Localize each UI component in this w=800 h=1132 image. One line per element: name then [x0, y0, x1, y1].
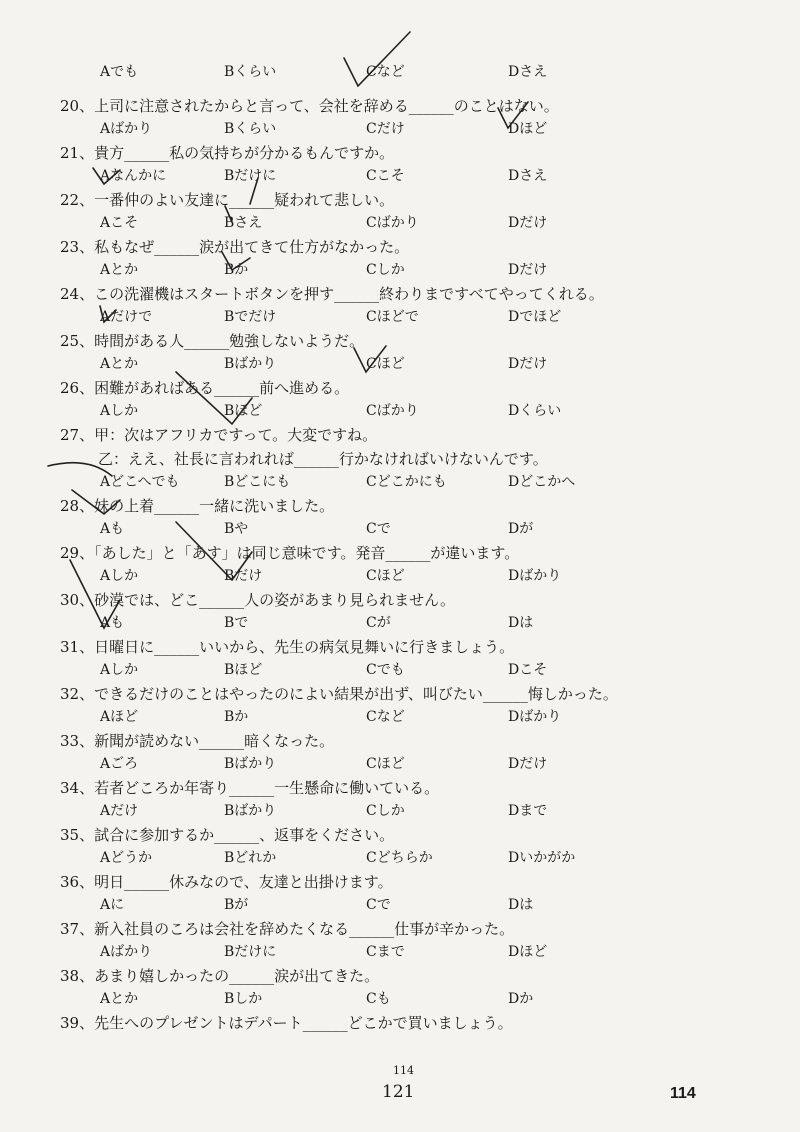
option-a: Aでも: [100, 64, 139, 80]
option-c: Cだけ: [366, 121, 405, 137]
option-c: Cほど: [366, 568, 405, 584]
question-item: [0, 637, 800, 684]
question-list: [0, 62, 800, 1037]
option-b: Bばかり: [224, 356, 277, 372]
options-row: [0, 307, 800, 327]
option-b: Bだけに: [224, 168, 277, 184]
question-item: [0, 731, 800, 778]
options-row: [0, 260, 800, 280]
page-number-bold: 114: [670, 1085, 696, 1102]
question-text: 27、甲：次はアフリカですって。大変ですね。: [60, 426, 378, 444]
question-text: 37、新入社員のころは会社を辞めたくなる______仕事が辛かった。: [60, 920, 515, 938]
option-a: Aごろ: [100, 756, 139, 772]
options-row: [0, 707, 800, 727]
option-a: Aなんかに: [100, 168, 167, 184]
option-d: Dだけ: [508, 356, 548, 372]
option-b: Bどれか: [224, 850, 277, 866]
option-c: Cなど: [366, 64, 405, 80]
question-text: 23、私もなぜ______涙が出てきて仕方がなかった。: [60, 238, 410, 256]
question-item: [0, 96, 800, 143]
option-d: Dほど: [508, 944, 548, 960]
option-a: Aばかり: [100, 944, 153, 960]
question-text: 32、できるだけのことはやったのによい結果が出ず、叫びたい______悔しかった。: [60, 685, 618, 703]
option-c: Cほど: [366, 356, 405, 372]
option-d: Dが: [508, 521, 534, 537]
options-row: [0, 566, 800, 586]
options-row-19: [0, 62, 800, 96]
question-text: 29、「あした」と「あす」は同じ意味です。発音______が違います。: [60, 544, 520, 562]
question-item: [0, 825, 800, 872]
option-d: Dくらい: [508, 403, 562, 419]
option-a: Aこそ: [100, 215, 139, 231]
option-c: Cこそ: [366, 168, 405, 184]
option-b: Bだけに: [224, 944, 277, 960]
option-a: Aしか: [100, 662, 139, 678]
option-a: Aに: [100, 897, 125, 913]
question-text: 28、妹の上着______一緒に洗いました。: [60, 497, 335, 515]
option-c: Cも: [366, 991, 391, 1007]
question-text: 30、砂漠では、どこ______人の姿があまり見られません。: [60, 591, 455, 609]
options-row: [0, 660, 800, 680]
option-d: Dどこかへ: [508, 474, 576, 490]
option-a: Aとか: [100, 991, 139, 1007]
question-item: [0, 1013, 800, 1037]
option-b: Bくらい: [224, 121, 277, 137]
question-item: [0, 237, 800, 284]
options-row: [0, 401, 800, 421]
options-row: [0, 119, 800, 139]
option-d: Dでほど: [508, 309, 562, 325]
option-c: Cなど: [366, 709, 405, 725]
option-d: Dだけ: [508, 262, 548, 278]
question-text: 24、この洗濯機はスタートボタンを押す______終わりまですべてやってくれる。: [60, 285, 604, 303]
question-text: 35、試合に参加するか______、返事をください。: [60, 826, 395, 844]
question-text: 21、貴方______私の気持ちが分かるもんですか。: [60, 144, 395, 162]
option-c: Cで: [366, 897, 391, 913]
option-d: Dいかがか: [508, 850, 576, 866]
options-row: [0, 942, 800, 962]
page-number-small: 114: [393, 1064, 414, 1077]
options-row: [0, 613, 800, 633]
option-b: Bばかり: [224, 756, 277, 772]
option-b: Bしか: [224, 991, 263, 1007]
option-c: Cほど: [366, 756, 405, 772]
option-b: Bさえ: [224, 215, 263, 231]
question-item: [0, 590, 800, 637]
option-d: Dばかり: [508, 709, 562, 725]
option-b: Bほど: [224, 662, 263, 678]
question-item: [0, 331, 800, 378]
question-text: 26、困難があればある______前へ進める。: [60, 379, 350, 397]
options-row: [0, 166, 800, 186]
option-d: Dこそ: [508, 662, 548, 678]
option-a: Aとか: [100, 356, 139, 372]
options-row: [0, 213, 800, 233]
option-b: Bか: [224, 262, 249, 278]
question-item: [0, 190, 800, 237]
option-a: Aだけで: [100, 309, 153, 325]
question-item: [0, 543, 800, 590]
question-item: [0, 284, 800, 331]
option-c: Cしか: [366, 803, 405, 819]
option-c: Cしか: [366, 262, 405, 278]
question-item: [0, 143, 800, 190]
option-b: Bほど: [224, 403, 263, 419]
options-row: [0, 472, 800, 492]
option-c: Cでも: [366, 662, 405, 678]
option-a: Aばかり: [100, 121, 153, 137]
option-a: Aとか: [100, 262, 139, 278]
option-c: Cばかり: [366, 403, 419, 419]
question-text: 31、日曜日に______いいから、先生の病気見舞いに行きましょう。: [60, 638, 515, 656]
question-text: 25、時間がある人______勉強しないようだ。: [60, 332, 365, 350]
options-row: [0, 989, 800, 1009]
option-b: Bばかり: [224, 803, 277, 819]
option-b: Bか: [224, 709, 249, 725]
question-item: [0, 496, 800, 543]
option-a: Aだけ: [100, 803, 139, 819]
option-c: Cほどで: [366, 309, 419, 325]
question-item: [0, 966, 800, 1013]
option-b: Bでだけ: [224, 309, 277, 325]
option-a: Aしか: [100, 403, 139, 419]
option-d: Dは: [508, 615, 534, 631]
option-a: Aも: [100, 521, 125, 537]
options-row: [0, 801, 800, 821]
question-item: [0, 378, 800, 425]
question-text: 36、明日______休みなので、友達と出掛けます。: [60, 873, 393, 891]
option-d: Dだけ: [508, 756, 548, 772]
option-d: Dだけ: [508, 215, 548, 231]
options-row: [0, 354, 800, 374]
question-item: [0, 449, 800, 496]
option-c: Cまで: [366, 944, 405, 960]
question-text: 乙：ええ、社長に言われれば______行かなければいけないんです。: [98, 450, 548, 468]
option-b: Bが: [224, 897, 249, 913]
option-b: Bだけ: [224, 568, 263, 584]
question-item: [0, 425, 800, 449]
option-c: Cが: [366, 615, 391, 631]
option-b: Bで: [224, 615, 249, 631]
option-a: Aどこへでも: [100, 474, 180, 490]
page-number-middle: 121: [382, 1082, 415, 1102]
question-text: 34、若者どころか年寄り______一生懸命に働いている。: [60, 779, 440, 797]
question-text: 22、一番仲のよい友達に______疑われて悲しい。: [60, 191, 395, 209]
option-d: Dほど: [508, 121, 548, 137]
options-row: [0, 754, 800, 774]
option-d: Dか: [508, 991, 534, 1007]
question-text: 39、先生へのプレゼントはデパート______どこかで買いましょう。: [60, 1014, 513, 1032]
option-a: Aどうか: [100, 850, 153, 866]
question-text: 38、あまり嬉しかったの______涙が出てきた。: [60, 967, 380, 985]
option-b: Bくらい: [224, 64, 277, 80]
option-d: Dさえ: [508, 168, 548, 184]
question-item: [0, 919, 800, 966]
option-c: Cどちらか: [366, 850, 433, 866]
option-d: Dさえ: [508, 64, 548, 80]
option-d: Dは: [508, 897, 534, 913]
options-row: [0, 895, 800, 915]
option-c: Cで: [366, 521, 391, 537]
question-item: [0, 778, 800, 825]
option-d: Dばかり: [508, 568, 562, 584]
options-row: [0, 848, 800, 868]
option-a: Aしか: [100, 568, 139, 584]
option-c: Cばかり: [366, 215, 419, 231]
question-item: [0, 872, 800, 919]
options-row: [0, 519, 800, 539]
option-d: Dまで: [508, 803, 548, 819]
option-b: Bや: [224, 521, 249, 537]
option-c: Cどこかにも: [366, 474, 447, 490]
question-text: 33、新聞が読めない______暗くなった。: [60, 732, 335, 750]
question-item: [0, 684, 800, 731]
option-a: Aも: [100, 615, 125, 631]
option-a: Aほど: [100, 709, 139, 725]
question-text: 20、上司に注意されたからと言って、会社を辞める______のことはない。: [60, 97, 559, 115]
option-b: Bどこにも: [224, 474, 291, 490]
